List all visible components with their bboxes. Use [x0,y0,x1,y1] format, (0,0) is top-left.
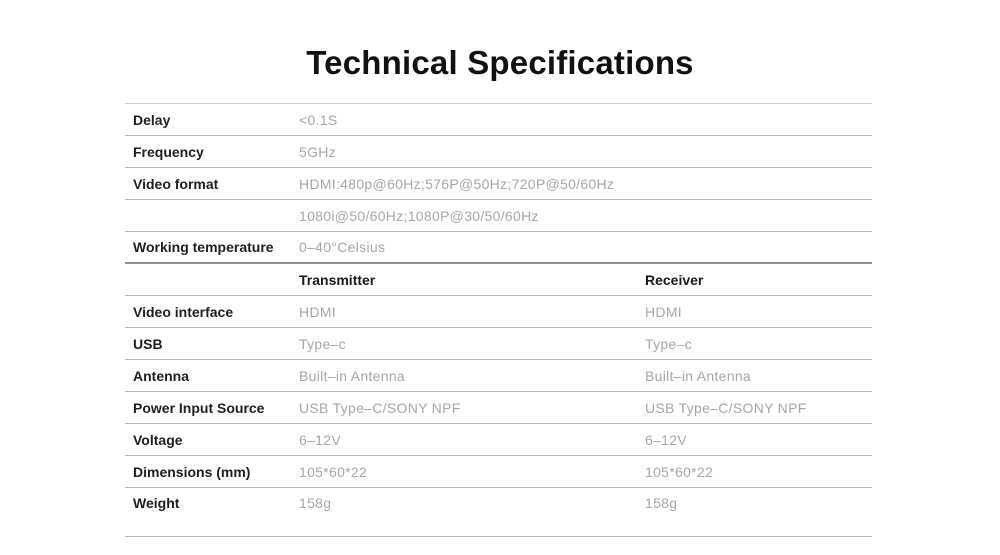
transmitter-value: USB Type–C/SONY NPF [299,399,461,416]
receiver-value: HDMI [645,303,682,320]
spec-row-antenna [125,360,872,392]
column-header-receiver: Receiver [645,271,704,288]
spec-label: Antenna [133,367,189,384]
transmitter-value: Built–in Antenna [299,367,405,384]
spec-label: Working temperature [133,239,274,255]
receiver-value: 105*60*22 [645,463,714,480]
receiver-value: 6–12V [645,431,687,448]
spec-row-dimensions [125,456,872,488]
spec-table [125,103,872,537]
receiver-value: 158g [645,495,678,511]
spec-row-video-format [125,168,872,200]
spec-row-video-format-cont [125,200,872,232]
spec-row-weight [125,488,872,537]
spec-row-delay [125,104,872,136]
spec-row-voltage [125,424,872,456]
receiver-value: Type–c [645,335,692,352]
transmitter-value: 6–12V [299,431,341,448]
spec-label: USB [133,335,163,352]
transmitter-value: HDMI [299,303,336,320]
spec-label: Video interface [133,303,234,320]
spec-label: Frequency [133,143,204,160]
spec-row-frequency [125,136,872,168]
spec-value: 5GHz [299,143,336,160]
spec-column-header-row [125,264,872,296]
transmitter-value: 158g [299,495,332,511]
receiver-value: USB Type–C/SONY NPF [645,399,807,416]
spec-value: HDMI:480p@60Hz;576P@50Hz;720P@50/60Hz [299,175,615,192]
spec-label: Delay [133,111,171,128]
spec-label: Voltage [133,431,183,448]
spec-row-working-temperature [125,232,872,264]
spec-label: Power Input Source [133,399,265,416]
spec-row-usb [125,328,872,360]
spec-row-power-input-source [125,392,872,424]
spec-row-video-interface [125,296,872,328]
spec-value: 1080i@50/60Hz;1080P@30/50/60Hz [299,207,539,224]
spec-value: <0.1S [299,111,338,128]
transmitter-value: 105*60*22 [299,463,368,480]
receiver-value: Built–in Antenna [645,367,751,384]
spec-label: Dimensions (mm) [133,463,251,480]
spec-value: 0–40°Celsius [299,239,386,255]
spec-label: Weight [133,495,180,511]
page-title: Technical Specifications [306,44,694,81]
spec-label: Video format [133,175,219,192]
transmitter-value: Type–c [299,335,346,352]
column-header-transmitter: Transmitter [299,271,376,288]
